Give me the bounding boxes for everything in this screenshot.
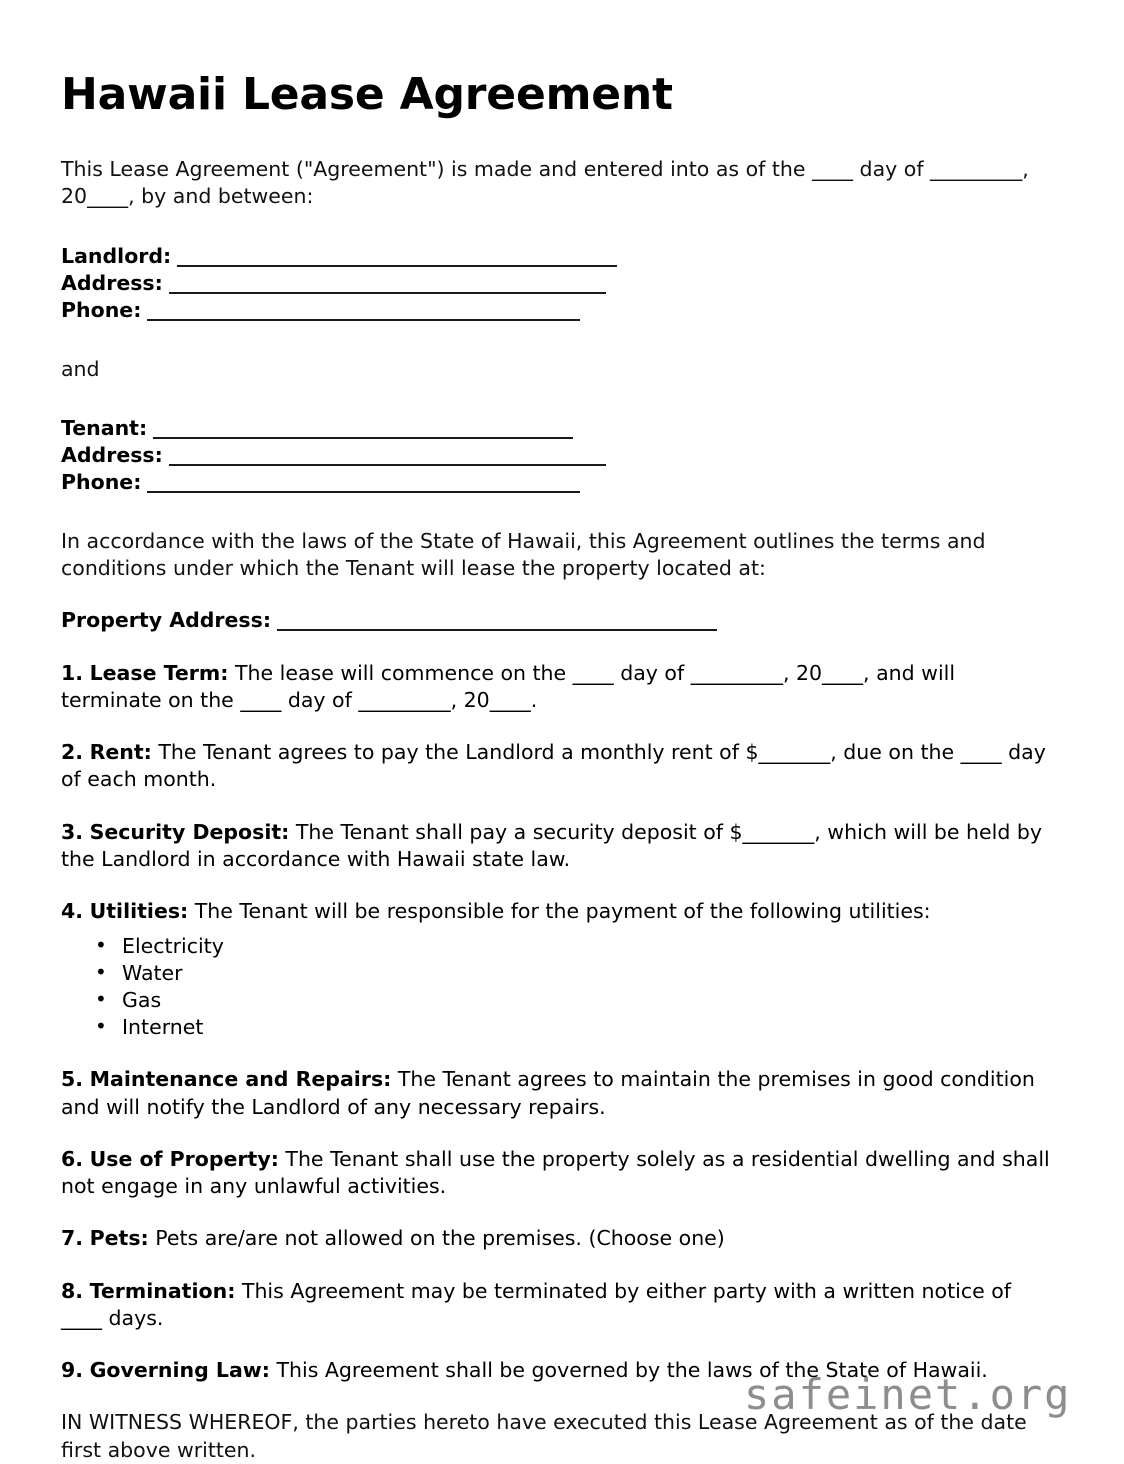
clause-rent-number: 2. xyxy=(61,740,84,764)
landlord-phone-label: Phone: xyxy=(61,297,142,322)
clause-governing-law-body: This Agreement shall be governed by the laws of the State of Hawaii. xyxy=(276,1358,988,1382)
property-address-label: Property Address: xyxy=(61,608,272,633)
tenant-address-input-line[interactable] xyxy=(169,464,606,466)
clause-maintenance-number: 5. xyxy=(61,1067,84,1092)
landlord-name-input-line[interactable] xyxy=(177,265,617,267)
clause-pets-heading: Pets: xyxy=(89,1226,149,1251)
landlord-address-row xyxy=(61,270,1055,297)
clause-utilities-number: 4. xyxy=(61,899,84,923)
tenant-name-row xyxy=(61,415,1055,442)
clause-termination xyxy=(61,1278,1055,1333)
landlord-name-label: Landlord: xyxy=(61,243,172,268)
page-title: Hawaii Lease Agreement xyxy=(61,69,673,120)
document-body xyxy=(61,0,1055,1464)
tenant-name-label: Tenant: xyxy=(61,415,148,440)
clause-utilities-body: The Tenant will be responsible for the payment of the following utilities: xyxy=(194,899,931,923)
clause-maintenance-body: The Tenant agrees to maintain the premises in good condition and will notify the Landlord of any necessary repairs. xyxy=(61,1067,1035,1119)
watermark: safeinet.org xyxy=(744,1370,1072,1419)
clause-termination-body: This Agreement may be terminated by either party with a written notice of ____ days. xyxy=(61,1278,1011,1330)
landlord-phone-input-line[interactable] xyxy=(147,319,580,321)
clause-use-of-property-heading: Use of Property: xyxy=(89,1146,279,1171)
landlord-address-input-line[interactable] xyxy=(169,292,606,294)
property-address-input-line[interactable] xyxy=(277,629,717,631)
utility-label: Internet xyxy=(122,1015,204,1040)
landlord-block xyxy=(61,243,1055,324)
clause-lease-term-number: 1. xyxy=(61,660,84,685)
clause-use-of-property-number: 6. xyxy=(61,1146,84,1171)
conjunction-text: and xyxy=(61,356,100,381)
clause-lease-term-heading: Lease Term: xyxy=(89,660,229,685)
list-item xyxy=(95,1014,1055,1041)
clause-security-deposit-body: The Tenant shall pay a security deposit of $_______, which will be held by the Landlord in accordance with Hawaii state law. xyxy=(61,819,1043,871)
clause-use-of-property xyxy=(61,1146,1055,1201)
landlord-phone-row xyxy=(61,297,1055,324)
witness-paragraph: IN WITNESS WHEREOF, the parties hereto have executed this Lease Agreement as of the date first above written. xyxy=(61,1410,1027,1462)
tenant-phone-row xyxy=(61,469,1055,496)
intro-paragraph: This Lease Agreement ("Agreement") is made and entered into as of the ____ day of _________, 20____, by and between: xyxy=(61,157,1029,209)
clause-use-of-property-body: The Tenant shall use the property solely as a residential dwelling and shall not engage in any unlawful activities. xyxy=(61,1146,1050,1198)
clause-maintenance-and-repairs xyxy=(61,1066,1055,1121)
clause-termination-number: 8. xyxy=(61,1278,84,1303)
clause-utilities-heading: Utilities: xyxy=(89,899,189,923)
utility-label: Gas xyxy=(122,988,162,1013)
accordance-paragraph: In accordance with the laws of the State of Hawaii, this Agreement outlines the terms and conditions under which the Tenant will lease the property located at: xyxy=(61,528,986,580)
clause-rent-heading: Rent: xyxy=(89,740,152,764)
property-address-row xyxy=(61,607,1055,634)
tenant-block xyxy=(61,415,1055,496)
utilities-list xyxy=(61,933,1055,1041)
tenant-phone-label: Phone: xyxy=(61,469,142,494)
landlord-name-row xyxy=(61,243,1055,270)
clause-security-deposit-heading: Security Deposit: xyxy=(89,819,290,844)
landlord-address-label: Address: xyxy=(61,270,163,295)
clause-pets xyxy=(61,1225,1055,1252)
clause-pets-body: Pets are/are not allowed on the premises. (Choose one) xyxy=(155,1226,725,1251)
list-item xyxy=(95,987,1055,1014)
list-item xyxy=(95,933,1055,960)
clause-governing-law-heading: Governing Law: xyxy=(89,1358,270,1382)
tenant-address-row xyxy=(61,442,1055,469)
tenant-name-input-line[interactable] xyxy=(153,437,573,439)
clause-utilities xyxy=(61,898,1055,925)
clause-pets-number: 7. xyxy=(61,1226,84,1251)
clause-maintenance-heading: Maintenance and Repairs: xyxy=(89,1067,392,1092)
clause-security-deposit xyxy=(61,819,1055,874)
utility-label: Water xyxy=(122,961,183,986)
list-item xyxy=(95,960,1055,987)
clause-termination-heading: Termination: xyxy=(89,1278,236,1303)
clause-governing-law-number: 9. xyxy=(61,1358,84,1382)
clause-security-deposit-number: 3. xyxy=(61,819,84,844)
clause-lease-term-body: The lease will commence on the ____ day of _________, 20____, and will terminate on the ____ day of _________, 20____. xyxy=(61,660,956,712)
clause-rent xyxy=(61,739,1055,794)
tenant-phone-input-line[interactable] xyxy=(147,491,580,493)
tenant-address-label: Address: xyxy=(61,442,163,467)
clause-rent-body: The Tenant agrees to pay the Landlord a monthly rent of $_______, due on the ____ day of each month. xyxy=(61,740,1046,792)
clause-lease-term xyxy=(61,660,1055,715)
utility-label: Electricity xyxy=(122,934,224,959)
